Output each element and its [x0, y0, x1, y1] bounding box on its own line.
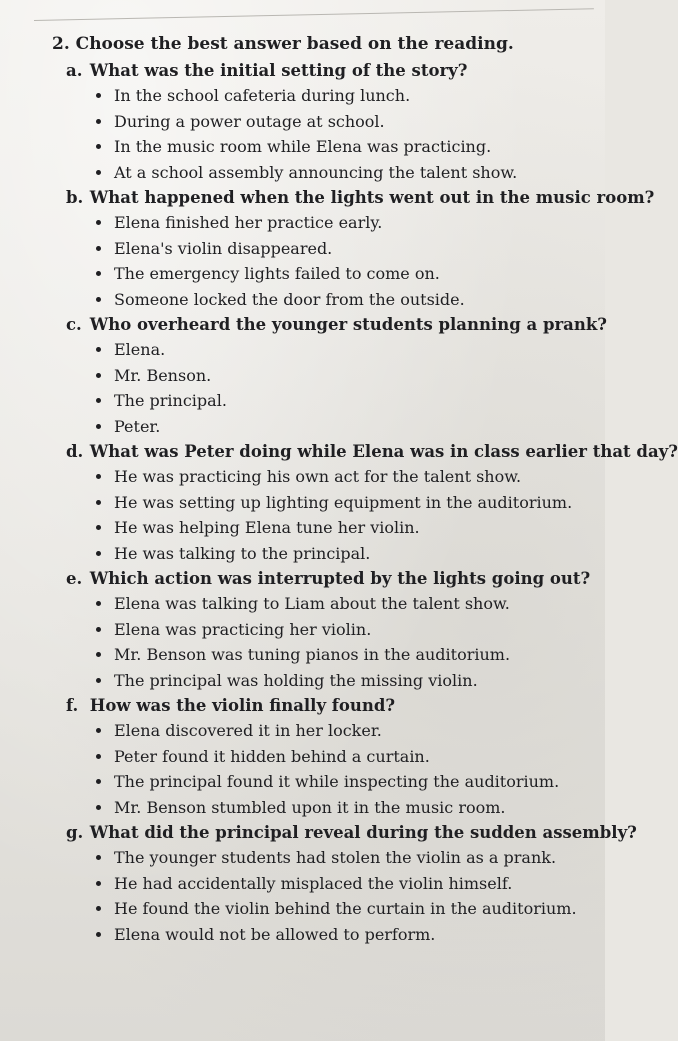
- question-prompt: What happened when the lights went out in the music room?: [89, 188, 655, 207]
- bullet-icon: [96, 551, 101, 556]
- bullet-icon: [96, 500, 101, 505]
- bullet-icon: [96, 246, 101, 251]
- answer-options: [48, 210, 600, 312]
- answer-option-text: Mr. Benson.: [114, 365, 212, 385]
- question-2: [48, 185, 655, 312]
- question-list: [48, 58, 678, 947]
- bullet-icon: [96, 932, 101, 937]
- answer-option[interactable]: [96, 541, 600, 567]
- bullet-icon: [96, 474, 101, 479]
- answer-option[interactable]: [96, 769, 600, 795]
- question-prompt: What was the initial setting of the story?: [89, 61, 468, 80]
- answer-options: [48, 718, 600, 820]
- bullet-icon: [96, 754, 101, 759]
- answer-option-text: He found the violin behind the curtain in the auditorium.: [114, 899, 577, 918]
- question-6: [48, 693, 600, 820]
- bullet-icon: [96, 144, 101, 149]
- question-text: [48, 312, 607, 337]
- answer-option[interactable]: [96, 744, 600, 770]
- answer-option[interactable]: [96, 642, 600, 668]
- question-text: [48, 439, 678, 464]
- answer-option[interactable]: [96, 261, 600, 287]
- answer-option-text: He was practicing his own act for the talent show.: [114, 467, 522, 486]
- answer-option-text: He was helping Elena tune her violin.: [114, 518, 420, 537]
- question-letter: d.: [66, 442, 84, 461]
- answer-option-text: The principal.: [114, 391, 227, 410]
- answer-option[interactable]: [96, 363, 600, 389]
- answer-option-text: Mr. Benson was tuning pianos in the auditorium.: [114, 645, 511, 664]
- question-letter: f.: [66, 696, 79, 715]
- bullet-icon: [96, 881, 101, 886]
- answer-option-text: In the music room while Elena was practicing.: [114, 137, 492, 156]
- question-text: [48, 820, 637, 845]
- answer-option[interactable]: [96, 668, 600, 694]
- answer-option-text: Elena finished her practice early.: [114, 213, 383, 232]
- answer-option[interactable]: [96, 236, 600, 262]
- question-5: [48, 566, 600, 693]
- bullet-icon: [96, 373, 101, 378]
- answer-option-text: Elena.: [114, 340, 166, 359]
- question-3: [48, 312, 607, 439]
- answer-option-text: The emergency lights failed to come on.: [114, 264, 440, 283]
- answer-option-text: Peter found it hidden behind a curtain.: [114, 746, 430, 766]
- question-prompt: Which action was interrupted by the lights going out?: [89, 569, 591, 588]
- answer-option[interactable]: [96, 845, 600, 871]
- answer-option-text: Elena would not be allowed to perform.: [114, 924, 436, 944]
- answer-option[interactable]: [96, 414, 600, 440]
- bullet-icon: [96, 627, 101, 632]
- answer-option[interactable]: [96, 160, 600, 186]
- question-prompt: What did the principal reveal during the sudden assembly?: [89, 823, 637, 842]
- answer-option-text: He was setting up lighting equipment in the auditorium.: [114, 492, 573, 512]
- answer-option[interactable]: [96, 210, 600, 236]
- answer-option-text: Peter.: [114, 416, 161, 436]
- bullet-icon: [96, 652, 101, 657]
- answer-option[interactable]: [96, 795, 600, 821]
- answer-option[interactable]: [96, 617, 600, 643]
- question-letter: c.: [66, 315, 82, 334]
- question-text: [48, 185, 655, 210]
- answer-option[interactable]: [96, 134, 600, 160]
- bullet-icon: [96, 906, 101, 911]
- question-prompt: What was Peter doing while Elena was in class earlier that day?: [89, 442, 678, 461]
- answer-options: [48, 845, 600, 947]
- answer-options: [48, 591, 600, 693]
- answer-options: [48, 83, 600, 185]
- answer-option[interactable]: [96, 871, 600, 897]
- top-divider: [34, 8, 594, 21]
- section-title: 2. Choose the best answer based on the reading.: [52, 34, 514, 54]
- answer-option-text: Elena was practicing her violin.: [114, 619, 372, 639]
- question-text: [48, 566, 600, 591]
- bullet-icon: [96, 525, 101, 530]
- bullet-icon: [96, 297, 101, 302]
- answer-option-text: Someone locked the door from the outside.: [114, 289, 465, 309]
- bullet-icon: [96, 170, 101, 175]
- question-text: [48, 693, 600, 718]
- question-1: [48, 58, 600, 185]
- answer-option-text: Elena's violin disappeared.: [114, 238, 333, 258]
- answer-option[interactable]: [96, 109, 600, 135]
- answer-option-text: The principal was holding the missing violin.: [114, 670, 478, 690]
- answer-option-text: The younger students had stolen the violin as a prank.: [114, 848, 557, 867]
- answer-option-text: Mr. Benson stumbled upon it in the music room.: [114, 797, 506, 817]
- question-prompt: Who overheard the younger students planning a prank?: [89, 315, 607, 334]
- answer-option-text: Elena discovered it in her locker.: [114, 721, 382, 740]
- answer-option-text: At a school assembly announcing the talent show.: [114, 162, 518, 182]
- worksheet-content: [48, 30, 678, 947]
- question-letter: g.: [66, 823, 84, 842]
- answer-option[interactable]: [96, 718, 600, 744]
- answer-option-text: During a power outage at school.: [114, 111, 385, 131]
- answer-option-text: He had accidentally misplaced the violin himself.: [114, 873, 513, 893]
- bullet-icon: [96, 119, 101, 124]
- bullet-icon: [96, 398, 101, 403]
- answer-option-text: Elena was talking to Liam about the talent show.: [114, 594, 510, 613]
- answer-option[interactable]: [96, 83, 600, 109]
- question-letter: a.: [66, 61, 83, 80]
- answer-option-text: The principal found it while inspecting the auditorium.: [114, 772, 560, 791]
- answer-option[interactable]: [96, 464, 600, 490]
- answer-options: [48, 337, 600, 439]
- answer-options: [48, 464, 600, 566]
- bullet-icon: [96, 601, 101, 606]
- answer-option[interactable]: [96, 515, 600, 541]
- bullet-icon: [96, 424, 101, 429]
- answer-option[interactable]: [96, 388, 600, 414]
- question-7: [48, 820, 637, 947]
- question-text: [48, 58, 600, 83]
- answer-option[interactable]: [96, 591, 600, 617]
- answer-option-text: In the school cafeteria during lunch.: [114, 86, 411, 105]
- answer-option[interactable]: [96, 287, 600, 313]
- bullet-icon: [96, 779, 101, 784]
- bullet-icon: [96, 728, 101, 733]
- answer-option-text: He was talking to the principal.: [114, 543, 371, 563]
- question-letter: b.: [66, 188, 84, 207]
- bullet-icon: [96, 805, 101, 810]
- answer-option[interactable]: [96, 896, 600, 922]
- question-4: [48, 439, 678, 566]
- answer-option[interactable]: [96, 337, 600, 363]
- bullet-icon: [96, 93, 101, 98]
- bullet-icon: [96, 271, 101, 276]
- bullet-icon: [96, 347, 101, 352]
- bullet-icon: [96, 220, 101, 225]
- answer-option[interactable]: [96, 490, 600, 516]
- question-prompt: How was the violin finally found?: [89, 696, 396, 715]
- bullet-icon: [96, 678, 101, 683]
- bullet-icon: [96, 855, 101, 860]
- question-letter: e.: [66, 569, 83, 588]
- answer-option[interactable]: [96, 922, 600, 948]
